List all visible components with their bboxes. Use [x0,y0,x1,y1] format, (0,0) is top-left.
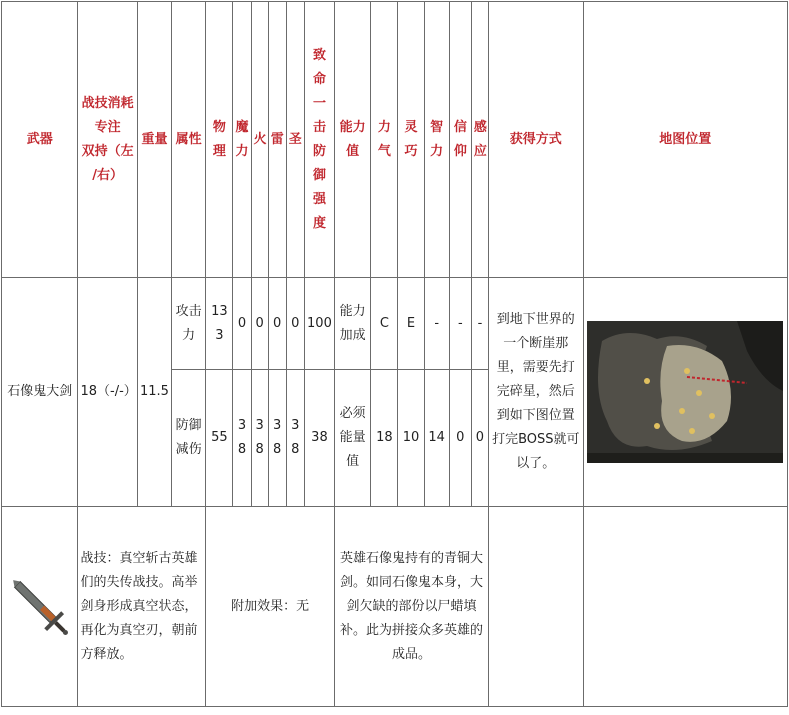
header-critical-char: 击 [312,119,326,135]
attack-magic: 0 [233,278,251,370]
required-arc: 0 [471,370,488,507]
header-fai: 信仰 [449,2,471,278]
weapon-stat-table [1,1,788,707]
header-holy: 圣 [286,2,304,278]
defense-magic: 38 [233,370,251,507]
defense-critical: 38 [304,370,334,507]
header-map: 地图位置 [583,2,787,278]
header-attribute: 属性 [172,2,206,278]
header-obtain: 获得方式 [488,2,583,278]
skill-cost: 18（-/-） [78,278,137,507]
scaling-int: - [424,278,449,370]
header-critical-char: 一 [312,95,326,111]
header-critical-char: 致 [312,47,326,63]
required-stats-label: 必须能量值 [335,370,371,507]
header-arc: 感应 [471,2,488,278]
required-dex: 10 [398,370,424,507]
defense-lightning: 38 [268,370,286,507]
header-dex: 灵巧 [398,2,424,278]
map-location [583,278,787,507]
ability-scaling-label: 能力加成 [335,278,371,370]
greatsword-icon [8,569,72,645]
header-physical: 物理 [206,2,233,278]
scaling-str: C [371,278,398,370]
skill-description: 战技：真空斩古英雄们的失传战技。高举剑身形成真空状态，再化为真空刃，朝前方释放。 [78,507,206,707]
required-fai: 0 [449,370,471,507]
weapon-name: 石像鬼大剑 [2,278,78,507]
header-str: 力气 [371,2,398,278]
empty-map-cell [583,507,787,707]
header-critical-char: 防 [312,143,326,159]
header-int: 智力 [424,2,449,278]
header-critical-char: 强 [312,191,326,207]
header-fire: 火 [251,2,268,278]
description-row [2,507,788,707]
header-magic: 魔力 [233,2,251,278]
attack-lightning: 0 [268,278,286,370]
extra-effect: 附加效果：无 [206,507,335,707]
attack-label: 攻击力 [172,278,206,370]
header-skill-cost-line: 专注 [94,119,121,135]
header-skill-cost-line: 战技消耗 [81,95,134,111]
required-int: 14 [424,370,449,507]
header-critical [304,2,334,278]
defense-holy: 38 [286,370,304,507]
header-ability: 能力值 [335,2,371,278]
required-str: 18 [371,370,398,507]
header-critical-char: 命 [312,71,326,87]
scaling-arc: - [471,278,488,370]
attack-holy: 0 [286,278,304,370]
header-row [2,2,788,278]
weapon-description: 英雄石像鬼持有的青铜大剑。如同石像鬼本身，大剑欠缺的部份以尸蜡填补。此为拼接众多英雄的成品。 [335,507,489,707]
defense-physical: 55 [206,370,233,507]
map-thumbnail [587,321,783,463]
header-lightning: 雷 [268,2,286,278]
empty-obtain-cell [488,507,583,707]
header-skill-cost-line: /右） [92,167,124,183]
obtain-method: 到地下世界的一个断崖那里，需要先打完碎星，然后到如下图位置打完BOSS就可以了。 [488,278,583,507]
weapon-image [2,507,78,707]
scaling-fai: - [449,278,471,370]
attack-row [2,278,788,370]
header-weight: 重量 [137,2,171,278]
attack-physical: 133 [206,278,233,370]
header-skill-cost-line: 双持（左 [81,143,134,159]
header-weapon: 武器 [2,2,78,278]
header-critical-char: 度 [312,215,326,231]
scaling-dex: E [398,278,424,370]
attack-critical: 100 [304,278,334,370]
header-critical-char: 御 [312,167,326,183]
attack-fire: 0 [251,278,268,370]
defense-fire: 38 [251,370,268,507]
defense-label: 防御减伤 [172,370,206,507]
header-skill-cost [78,2,137,278]
weight-value: 11.5 [137,278,171,507]
